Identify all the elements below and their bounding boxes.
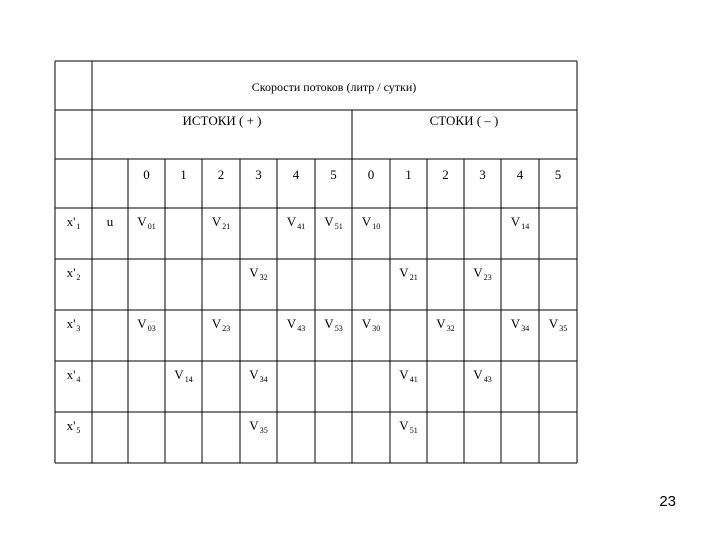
cell-subscript: 23 — [483, 273, 492, 282]
sources-header: ИСТОКИ ( + ) — [182, 113, 262, 128]
column-number: 5 — [554, 167, 562, 182]
cell-base: V — [286, 214, 297, 229]
cell-base: x' — [66, 367, 76, 382]
cell-subscript: 35 — [259, 426, 268, 435]
cell-base: V — [174, 367, 184, 382]
cell-base: x' — [66, 214, 76, 229]
cell-base: V — [399, 265, 409, 280]
cell-subscript: 32 — [446, 324, 455, 333]
column-number: 5 — [330, 167, 337, 182]
source-rate — [315, 317, 352, 336]
source-rate — [128, 215, 165, 234]
column-number: 0 — [367, 167, 375, 182]
column-number: 1 — [405, 167, 412, 182]
cell-subscript: 41 — [297, 222, 306, 231]
cell-subscript: 23 — [222, 324, 231, 333]
source-rate — [277, 317, 315, 336]
cell-base: V — [137, 316, 147, 331]
source-rate — [202, 317, 240, 336]
cell-subscript: 32 — [259, 273, 268, 282]
cell-base: V — [249, 367, 259, 382]
cell-base: V — [249, 265, 259, 280]
row-label — [55, 368, 92, 387]
cell-subscript: 21 — [222, 222, 231, 231]
source-rate — [240, 368, 277, 387]
cell-base: V — [399, 418, 409, 433]
sink-rate — [390, 266, 427, 285]
sink-rate — [501, 215, 539, 234]
cell-subscript: 51 — [409, 426, 418, 435]
column-number: 4 — [292, 167, 300, 182]
column-number: 2 — [442, 167, 449, 182]
column-number: 3 — [479, 167, 486, 182]
cell-subscript: 01 — [147, 222, 156, 231]
page-number: 23 — [659, 493, 676, 510]
cell-subscript: 3 — [76, 324, 81, 333]
cell-base: x' — [66, 418, 76, 433]
sink-rate — [427, 317, 464, 336]
cell-subscript: 14 — [184, 375, 193, 384]
source-rate — [240, 419, 277, 438]
cell-subscript: 51 — [334, 222, 343, 231]
cell-base: V — [211, 214, 222, 229]
cell-base: V — [399, 367, 409, 382]
cell-subscript: 03 — [147, 324, 156, 333]
cell-subscript: 30 — [372, 324, 381, 333]
sink-rate — [352, 215, 390, 234]
cell-base: V — [324, 316, 334, 331]
cell-base: V — [137, 214, 147, 229]
column-number: 0 — [143, 167, 150, 182]
cell-subscript: 14 — [521, 222, 530, 231]
row-label — [55, 419, 92, 438]
cell-base: V — [548, 316, 559, 331]
cell-base: V — [286, 316, 297, 331]
cell-base: V — [361, 214, 372, 229]
cell-base: V — [324, 214, 334, 229]
sinks-header: СТОКИ ( – ) — [429, 113, 499, 128]
source-rate — [277, 215, 315, 234]
column-number: 3 — [255, 167, 262, 182]
cell-subscript: 53 — [334, 324, 343, 333]
cell-subscript: 43 — [483, 375, 492, 384]
cell-base: V — [510, 214, 521, 229]
u-cell: u — [106, 214, 114, 229]
sink-rate — [390, 368, 427, 387]
sink-rate — [464, 266, 501, 285]
cell-subscript: 34 — [259, 375, 268, 384]
cell-subscript: 5 — [76, 426, 81, 435]
cell-subscript: 21 — [409, 273, 418, 282]
cell-base: x' — [66, 316, 76, 331]
cell-subscript: 4 — [76, 375, 81, 384]
cell-subscript: 1 — [76, 222, 81, 231]
row-label — [55, 215, 92, 234]
cell-base: V — [361, 316, 372, 331]
cell-subscript: 41 — [409, 375, 418, 384]
table-title: Скорости потоков (литр / сутки) — [251, 80, 417, 94]
source-rate — [202, 215, 240, 234]
cell-base: x' — [66, 265, 76, 280]
cell-base: V — [473, 265, 483, 280]
column-number: 1 — [180, 167, 187, 182]
source-rate — [128, 317, 165, 336]
cell-base: V — [249, 418, 259, 433]
cell-base: V — [510, 316, 521, 331]
cell-base: V — [436, 316, 446, 331]
sink-rate — [390, 419, 427, 438]
source-rate — [165, 368, 202, 387]
sink-rate — [352, 317, 390, 336]
cell-base: V — [473, 367, 483, 382]
column-number: 4 — [516, 167, 524, 182]
sink-rate — [464, 368, 501, 387]
source-rate — [315, 215, 352, 234]
row-label — [55, 317, 92, 336]
cell-subscript: 35 — [559, 324, 568, 333]
column-number: 2 — [217, 167, 225, 182]
source-rate — [240, 266, 277, 285]
row-label — [55, 266, 92, 285]
sink-rate — [501, 317, 539, 336]
cell-subscript: 10 — [372, 222, 381, 231]
cell-base: V — [211, 316, 222, 331]
cell-subscript: 34 — [521, 324, 530, 333]
sink-rate — [539, 317, 577, 336]
cell-subscript: 2 — [76, 273, 81, 282]
cell-subscript: 43 — [297, 324, 306, 333]
